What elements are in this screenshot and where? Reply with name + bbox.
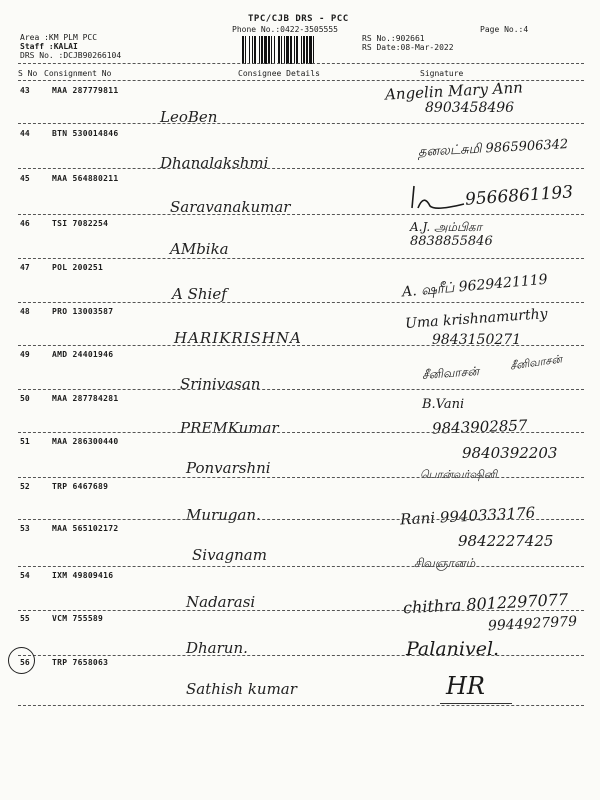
row-sno: 49: [20, 350, 30, 359]
row-consignment: IXM 49809416: [52, 571, 114, 580]
row-divider: [18, 432, 584, 433]
signature-text: chithra 8012297077: [402, 589, 569, 618]
rs-date: RS Date:08-Mar-2022: [362, 43, 454, 52]
barcode-bar: [242, 36, 244, 64]
row-divider: [18, 214, 584, 215]
row-consignment: TSI 7082254: [52, 219, 109, 228]
barcode-bar: [306, 36, 308, 64]
header-divider-top: [18, 63, 584, 64]
consignee-name: Srinivasan: [180, 375, 261, 393]
row-consignment: MAA 564880211: [52, 174, 119, 183]
barcode-bar: [259, 36, 260, 64]
row-divider: [18, 168, 584, 169]
row-divider: [18, 302, 584, 303]
row-sno: 45: [20, 174, 30, 183]
consignee-name: Saravanakumar: [170, 198, 291, 216]
consignee-name: Sathish kumar: [186, 680, 297, 698]
phone-number: Phone No.:0422-3505555: [232, 25, 338, 34]
signature-underline: [440, 703, 512, 704]
column-signature: Signature: [420, 69, 464, 78]
signature-phone: 9843150271: [432, 332, 522, 348]
signature-text: பொன்வர்ஷினி: [420, 468, 497, 481]
barcode-bar: [290, 36, 292, 64]
signature-phone: 9843902857: [431, 416, 528, 438]
row-divider: [18, 519, 584, 520]
barcode-bar: [296, 36, 298, 64]
consignee-name: Sivagnam: [192, 546, 267, 564]
row-divider: [18, 258, 584, 259]
page-number: Page No.:4: [480, 25, 529, 34]
barcode-bar: [303, 36, 305, 64]
row-divider: [18, 477, 584, 478]
area-label: Area :KM PLM PCC: [20, 33, 98, 42]
barcode-bar: [278, 36, 280, 64]
barcode-bar: [301, 36, 302, 64]
consignee-name: Dhanalakshmi: [160, 154, 269, 172]
row-divider: [18, 123, 584, 124]
signature-scribble: [408, 180, 468, 216]
column-consignment-no: Consignment No: [44, 69, 112, 78]
row-divider: [18, 705, 584, 706]
signature-text: A. ஷரீப் 9629421119: [401, 271, 549, 301]
row-consignment: TRP 7658063: [52, 658, 109, 667]
row-consignment: MAA 286300440: [52, 437, 119, 446]
barcode-bar: [286, 36, 289, 64]
row-sno: 54: [20, 571, 30, 580]
signature-text: சீனிவாசன்: [509, 352, 563, 373]
barcode-bar: [254, 36, 256, 64]
consignee-name: AMbika: [170, 240, 229, 258]
row-consignment: AMD 24401946: [52, 350, 114, 359]
row-sno: 46: [20, 219, 30, 228]
row-sno: 55: [20, 614, 30, 623]
row-sno: 48: [20, 307, 30, 316]
row-sno: 47: [20, 263, 30, 272]
barcode-bar: [252, 36, 253, 64]
row-sno: 56: [20, 658, 30, 667]
signature-phone: 9566861193: [464, 182, 574, 210]
row-sno: 52: [20, 482, 30, 491]
barcode-bar: [313, 36, 314, 64]
row-consignment: VCM 755589: [52, 614, 104, 623]
rs-number: RS No.:902661: [362, 34, 425, 43]
row-sno: 44: [20, 129, 30, 138]
barcode: [242, 36, 360, 64]
consignee-name: Murugan.: [186, 506, 261, 524]
signature-text: சிவஞானம்: [414, 556, 476, 570]
document-title: TPC/CJB DRS - PCC: [248, 14, 349, 24]
signature-text: A.J. அம்பிகா: [410, 220, 482, 234]
barcode-bar: [268, 36, 270, 64]
signature-text: B.Vani: [422, 397, 465, 412]
consignee-name: Nadarasi: [186, 593, 256, 611]
signature-text: சீனிவாசன்: [421, 364, 480, 382]
signature-phone: 9840392203: [462, 444, 558, 462]
consignee-name: LeoBen: [160, 108, 218, 126]
signature-text: Angelin Mary Ann: [384, 78, 524, 104]
signature-text: HR: [446, 672, 485, 700]
signature-text: Palanivel.: [406, 638, 500, 660]
row-divider: [18, 345, 584, 346]
consignee-name: PREMKumar: [180, 419, 279, 437]
row-consignment: MAA 287784281: [52, 394, 119, 403]
drs-number: DRS No. :DCJB90266104: [20, 51, 122, 60]
barcode-bar: [274, 36, 275, 64]
row-divider: [18, 610, 584, 611]
consignee-name: Dharun.: [186, 639, 248, 657]
row-consignment: BTN 530014846: [52, 129, 119, 138]
signature-phone: 9944927979: [487, 613, 578, 635]
consignee-name: Ponvarshni: [186, 459, 271, 477]
column-consignee-details: Consignee Details: [238, 69, 320, 78]
signature-phone: 8838855846: [410, 234, 493, 249]
row-consignment: POL 200251: [52, 263, 104, 272]
barcode-bar: [245, 36, 246, 64]
barcode-bar: [264, 36, 267, 64]
row-sno: 43: [20, 86, 30, 95]
barcode-bar: [271, 36, 272, 64]
row-consignment: MAA 565102172: [52, 524, 119, 533]
row-consignment: MAA 287779811: [52, 86, 119, 95]
signature-phone: 9842227425: [458, 532, 554, 550]
signature-phone: 8903458496: [425, 100, 515, 116]
row-divider: [18, 389, 584, 390]
row-divider: [18, 655, 584, 656]
barcode-bar: [294, 36, 295, 64]
row-sno: 53: [20, 524, 30, 533]
row-divider: [18, 566, 584, 567]
signature-text: Rani 9940333176: [399, 503, 536, 529]
row-sno: 51: [20, 437, 30, 446]
barcode-bar: [309, 36, 312, 64]
barcode-bar: [249, 36, 250, 64]
barcode-bar: [261, 36, 263, 64]
row-sno: 50: [20, 394, 30, 403]
barcode-bar: [281, 36, 282, 64]
consignee-name: HARIKRISHNA: [174, 329, 302, 347]
row-consignment: TRP 6467689: [52, 482, 109, 491]
row-consignment: PRO 13003587: [52, 307, 114, 316]
staff-label: Staff :KALAI: [20, 42, 78, 51]
barcode-bar: [284, 36, 285, 64]
consignee-name: A Shief: [172, 285, 227, 303]
signature-text: Uma krishnamurthy: [404, 306, 549, 332]
signature-text: தனலட்சுமி 9865906342: [417, 137, 569, 160]
column-sno: S No: [18, 69, 38, 78]
